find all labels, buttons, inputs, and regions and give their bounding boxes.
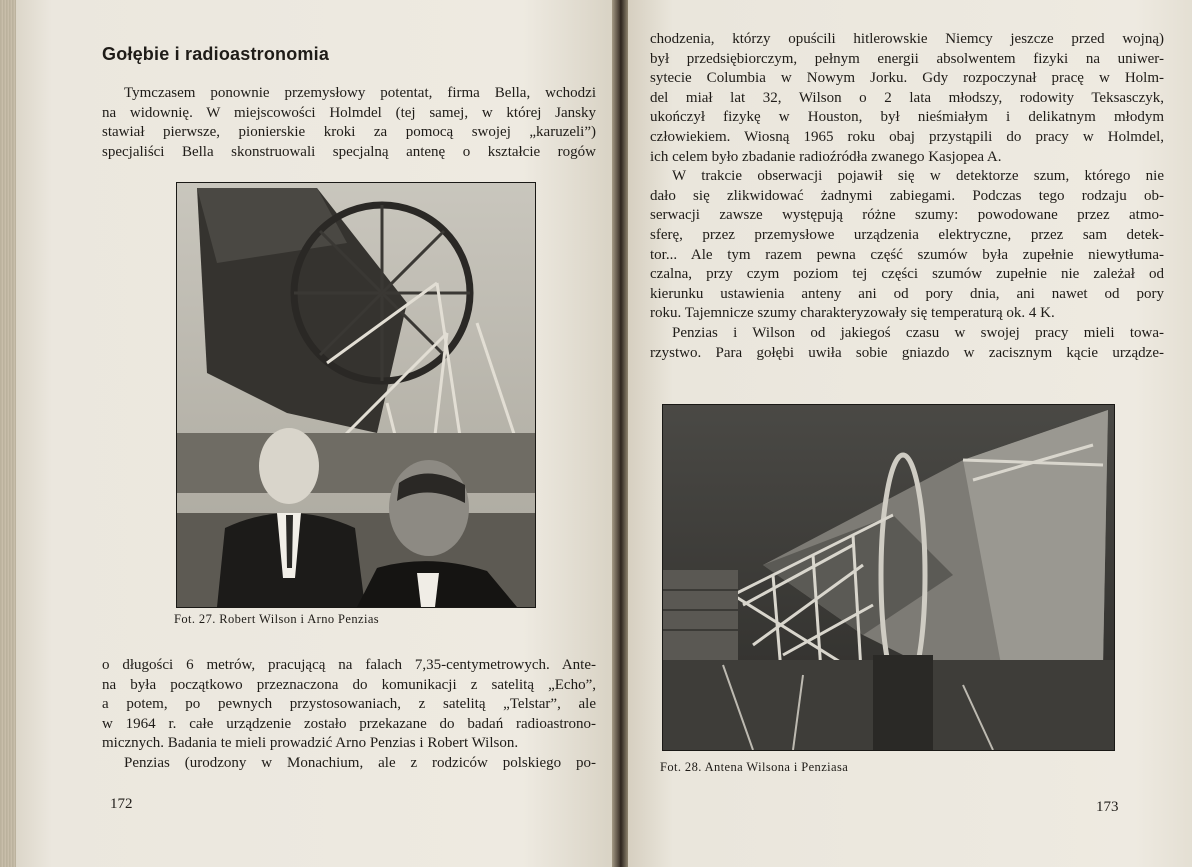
page-stack-edge bbox=[0, 0, 16, 867]
right-page bbox=[628, 0, 1192, 867]
book-gutter bbox=[612, 0, 628, 867]
text-line: Penzias i Wilson od jakiegoś czasu w swojej pracy mieli towa- bbox=[672, 324, 1164, 341]
section-heading: Gołębie i radioastronomia bbox=[102, 44, 330, 64]
photo-caption: Fot. 28. Antena Wilsona i Penziasa bbox=[660, 760, 849, 774]
right-paragraph bbox=[650, 30, 1164, 363]
text-line: del miał lat 32, Wilson o 2 lata młodszy, rodowity Teksasczyk, bbox=[650, 89, 1164, 106]
text-line: czalna, przy czym poziom tej części szumów zupełnie nie zależał od bbox=[650, 266, 1164, 283]
text-line: o długości 6 metrów, pracującą na falach 7,35-centymetrowych. Ante- bbox=[102, 657, 596, 673]
text-line: na była początkowo przeznaczona do komunikacji z satelitą „Echo”, bbox=[102, 676, 596, 693]
photo-horn-antenna bbox=[662, 404, 1115, 751]
photo-wilson-penzias bbox=[176, 182, 536, 608]
text-line: roku. Tajemnicze szumy charakteryzowały się temperaturą ok. 4 K. bbox=[650, 305, 1055, 322]
text-line: kierunku ustawienia anteny ani od pory dnia, ani nawet od pory bbox=[650, 285, 1164, 302]
page-number: 172 bbox=[110, 796, 133, 812]
text-line: a potem, po pewnych przystosowaniach, z satelitą „Telstar”, ale bbox=[102, 696, 596, 713]
text-line: stawiał pierwsze, pionierskie kroki za pomocą swojej „karuzeli”) bbox=[102, 124, 596, 141]
text-line: rzystwo. Para gołębi uwiła sobie gniazdo w zacisznym kącie urządze- bbox=[650, 344, 1164, 361]
photo-image bbox=[177, 183, 535, 607]
photo-caption: Fot. 27. Robert Wilson i Arno Penzias bbox=[174, 612, 380, 626]
text-line: człowiekiem. Wiosną 1965 roku obaj przystąpili do pracy w Holmdel, bbox=[650, 128, 1164, 145]
text-line: był przedsiębiorczym, pełnym energii absolwentem fizyki na uniwer- bbox=[650, 50, 1164, 67]
left-page bbox=[16, 0, 612, 867]
text-line: micznych. Badania te mieli prowadzić Arno Penzias i Robert Wilson. bbox=[102, 735, 519, 752]
text-line: chodzenia, którzy opuścili hitlerowskie Niemcy jeszcze przed wojną) bbox=[650, 31, 1164, 47]
text-line: ukończył fizykę w Houston, był nieśmiałym i delikatnym młodym bbox=[650, 109, 1164, 126]
text-line: serwacji zawsze występują różne szumy: powodowane przez atmo- bbox=[650, 207, 1164, 224]
text-line: dało się zlikwidować żadnymi zabiegami. Podczas tego rodzaju ob- bbox=[650, 187, 1164, 204]
text-line: sytecie Columbia w Nowym Jorku. Gdy rozpoczynał pracę w Holm- bbox=[650, 70, 1164, 87]
text-line: W trakcie obserwacji pojawił się w detektorze szum, którego nie bbox=[672, 168, 1164, 185]
text-line: na widownię. W miejscowości Holmdel (tej samej, w której Jansky bbox=[102, 104, 596, 121]
text-line: w 1964 r. całe urządzenie zostało przekazane do badań radioastrono- bbox=[102, 715, 596, 732]
text-line: sferę, przez przemysłowe urządzenia elektryczne, przez sam detek- bbox=[650, 226, 1164, 243]
text-line: tor... Ale tym razem pewna część szumów była zupełnie niewytłuma- bbox=[650, 246, 1164, 263]
page-number: 173 bbox=[1096, 799, 1119, 815]
text-line: ich celem było zbadanie radioźródła zwanego Kasjopea A. bbox=[650, 148, 1002, 165]
text-line: Penzias (urodzony w Monachium, ale z rodziców polskiego po- bbox=[124, 754, 596, 771]
left-paragraph-1 bbox=[102, 84, 596, 162]
text-line: Tymczasem ponownie przemysłowy potentat, firma Bella, wchodzi bbox=[124, 85, 596, 101]
left-paragraph-2 bbox=[102, 656, 596, 774]
text-line: specjaliści Bella skonstruowali specjalną antenę o kształcie rogów bbox=[102, 143, 596, 160]
photo-image bbox=[663, 405, 1114, 750]
